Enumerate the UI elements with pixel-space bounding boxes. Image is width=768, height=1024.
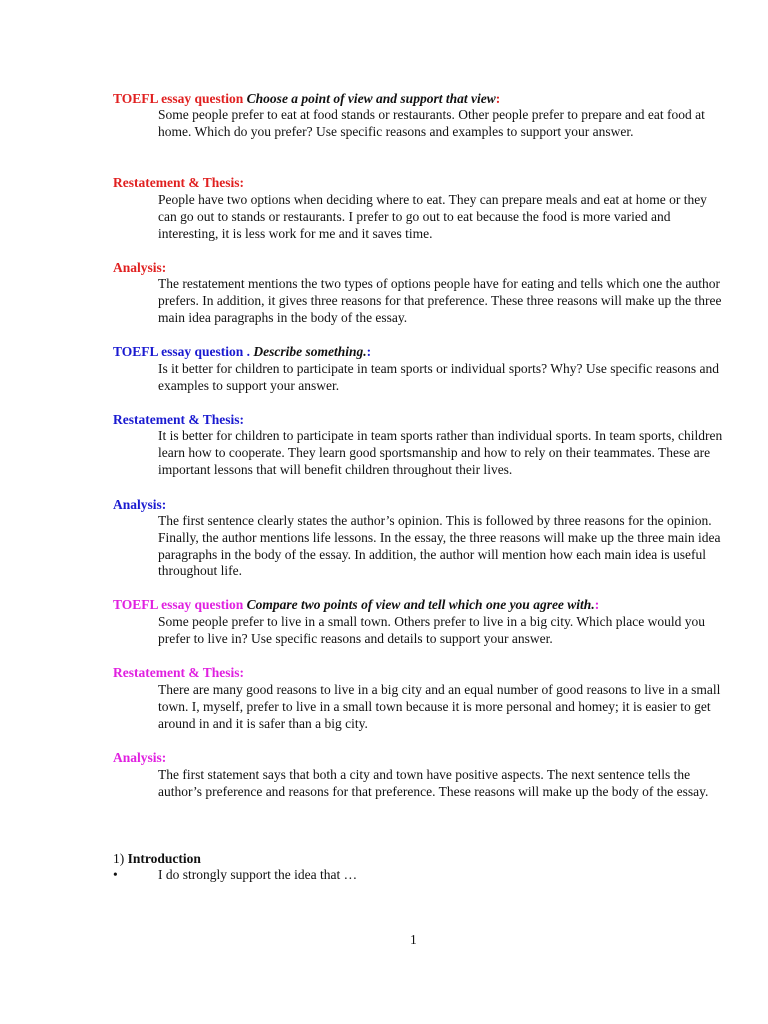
question-text-2: Is it better for children to participate in team sports or individual sports? Why? Use specific reasons and examples to support your answer.	[158, 361, 719, 393]
thesis-label-2: Restatement & Thesis:	[113, 412, 244, 427]
thesis-text-1: People have two options when deciding where to eat. They can prepare meals and eat at home or they can go out to stands or restaurants. I prefer to go out to eat because the food is more varied and interesting, it is less work for me and it saves time.	[158, 192, 707, 241]
question-label-3: TOEFL essay question	[113, 597, 247, 612]
question-prompt-1: Choose a point of view and support that view	[246, 91, 496, 106]
bullet-text: I do strongly support the idea that …	[158, 867, 358, 882]
question-text-1: Some people prefer to eat at food stands or restaurants. Other people prefer to prepare and eat food at home. Which do you prefer? Use specific reasons and examples to support your answer.	[158, 107, 705, 139]
question-heading-1	[113, 91, 500, 107]
question-prompt-2: Describe something.	[253, 344, 367, 359]
analysis-label-1: Analysis:	[113, 260, 167, 275]
thesis-label-1: Restatement & Thesis:	[113, 175, 244, 190]
question-suffix-1: :	[495, 91, 501, 106]
outline-bullet-item	[113, 867, 713, 883]
analysis-text-2: The first sentence clearly states the author’s opinion. This is followed by three reasons for the opinion. Finally, the author mentions life lessons. In the essay, the three reasons will make up the three main idea paragraphs in the body of the essay. In addition, the author will mention how each main idea is useful throughout life.	[158, 513, 721, 579]
outline-title: Introduction	[127, 851, 201, 866]
question-suffix-2: :	[366, 344, 372, 359]
outline-heading	[113, 851, 201, 867]
question-heading-3	[113, 597, 599, 613]
thesis-label-3: Restatement & Thesis:	[113, 665, 244, 680]
analysis-text-3: The first statement says that both a city and town have positive aspects. The next sentence tells the author’s preference and reasons for that preference. These reasons will make up the body of the essay.	[158, 767, 709, 799]
analysis-label-3: Analysis:	[113, 750, 167, 765]
question-heading-2	[113, 344, 371, 360]
thesis-text-2: It is better for children to participate in team sports rather than individual sports. In team sports, children learn how to cooperate. They learn good sportsmanship and how to rely on their teammates. These are important lessons that will benefit children throughout their lives.	[158, 428, 723, 477]
question-suffix-3: :	[594, 597, 600, 612]
question-text-3: Some people prefer to live in a small town. Others prefer to live in a big city. Which place would you prefer to live in? Use specific reasons and details to support your answer.	[158, 614, 705, 646]
question-label-2: TOEFL essay question .	[113, 344, 254, 359]
analysis-label-2: Analysis:	[113, 497, 167, 512]
thesis-text-3: There are many good reasons to live in a big city and an equal number of good reasons to live in a small town. I, myself, prefer to live in a small town because it is more personal and homey; it is easier to get around in and it is safer than a big city.	[158, 682, 721, 731]
analysis-text-1: The restatement mentions the two types of options people have for eating and tells which one the author prefers. In addition, it gives three reasons for that preference. These three reasons will make up the three main idea paragraphs in the body of the essay.	[158, 276, 722, 325]
question-label-1: TOEFL essay question	[113, 91, 247, 106]
question-prompt-3: Compare two points of view and tell which one you agree with.	[246, 597, 595, 612]
page-number: 1	[410, 932, 417, 947]
outline-number: 1)	[113, 851, 128, 866]
bullet-symbol: •	[113, 867, 118, 882]
